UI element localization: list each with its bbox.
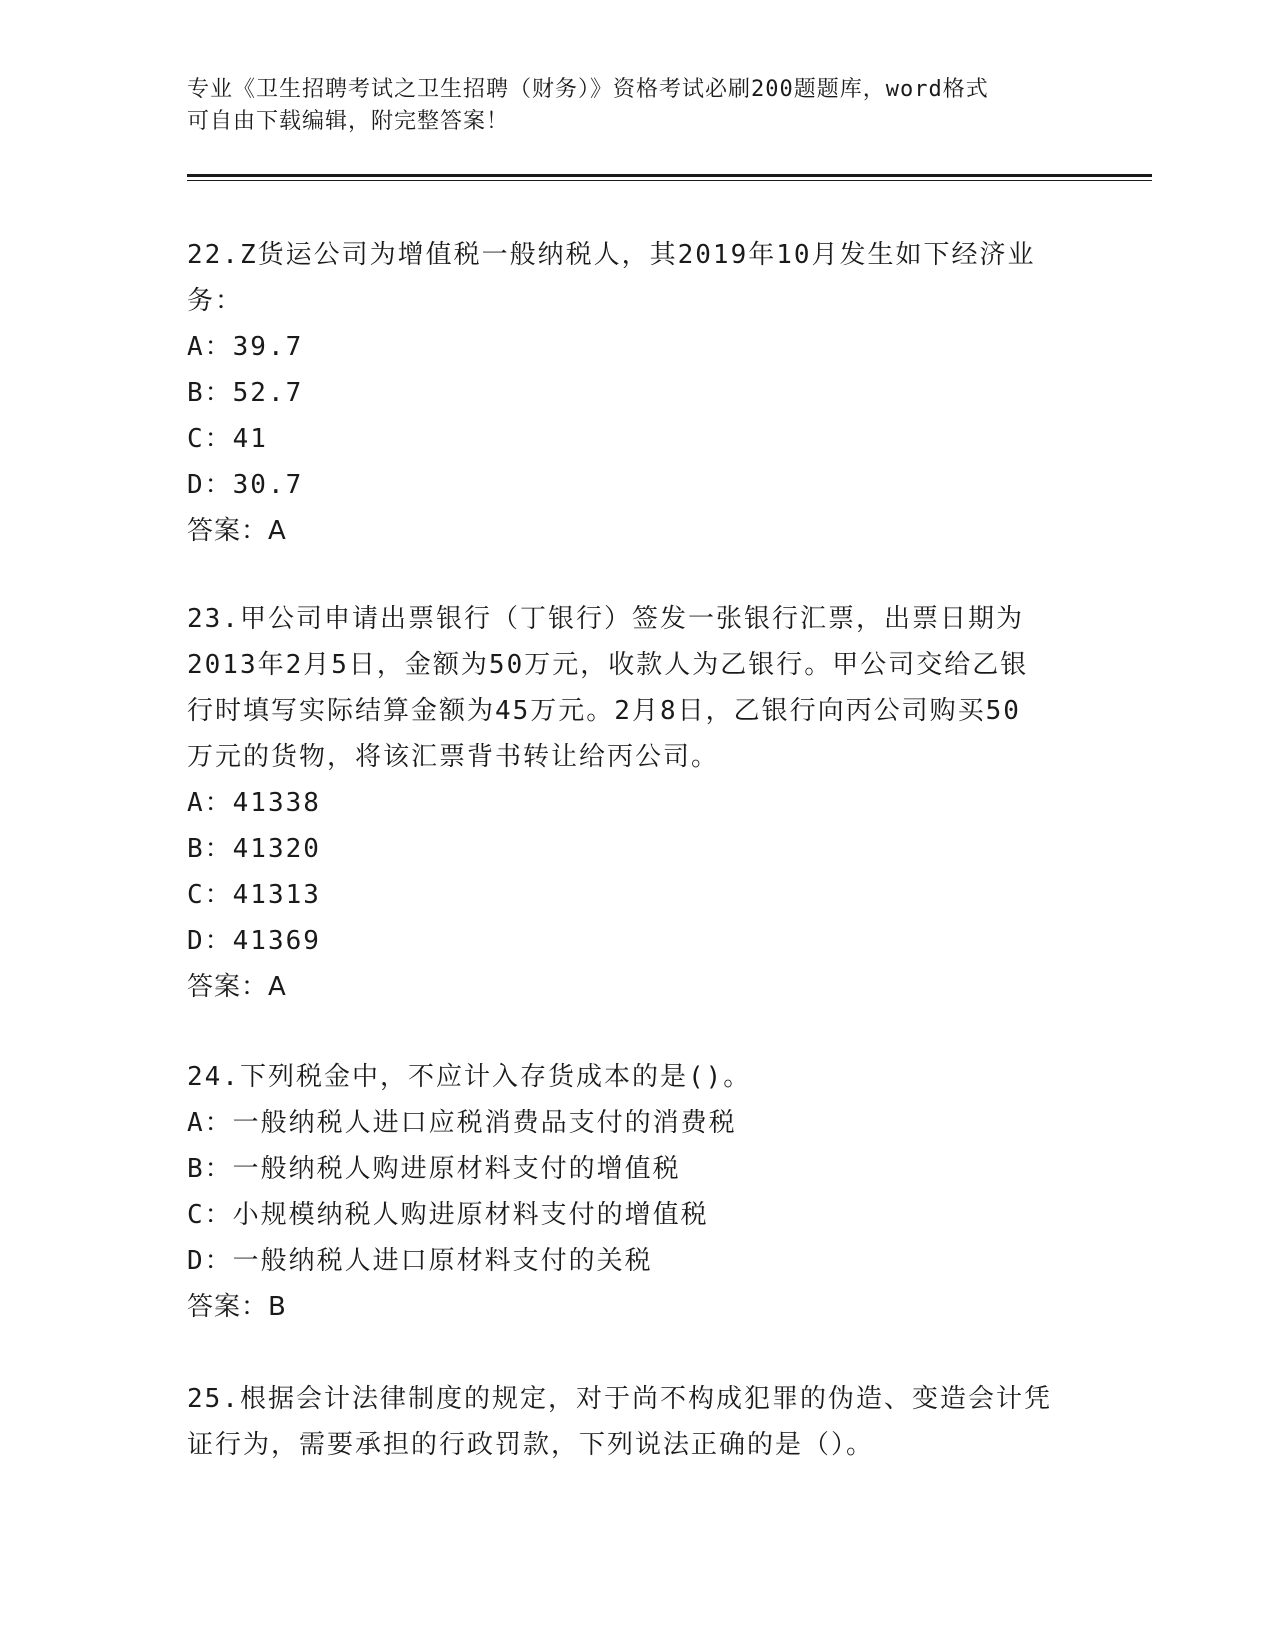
answer-line: 答案：B: [187, 1292, 287, 1322]
option-c: C：41313: [187, 880, 321, 910]
option-b: B：52.7: [187, 378, 304, 408]
header-divider-thin: [187, 180, 1152, 181]
option-c: C：小规模纳税人购进原材料支付的增值税: [187, 1200, 709, 1230]
question-stem-line: 证行为，需要承担的行政罚款，下列说法正确的是（）。: [187, 1430, 875, 1460]
header-line-2: 可自由下载编辑，附完整答案！: [187, 109, 510, 134]
option-a: A：一般纳税人进口应税消费品支付的消费税: [187, 1108, 737, 1138]
question-24: [187, 1054, 1087, 1330]
option-a: A：39.7: [187, 332, 304, 362]
question-stem-line: 23.甲公司申请出票银行（丁银行）签发一张银行汇票，出票日期为: [187, 604, 1024, 634]
question-stem-line: 24.下列税金中，不应计入存货成本的是()。: [187, 1062, 752, 1092]
option-d: D：30.7: [187, 470, 304, 500]
option-d: D：一般纳税人进口原材料支付的关税: [187, 1246, 653, 1276]
question-22: [187, 232, 1087, 554]
question-stem-line: 万元的货物，将该汇票背书转让给丙公司。: [187, 742, 720, 772]
header-line-1: 专业《卫生招聘考试之卫生招聘（财务）》资格考试必刷200题题库，word格式: [187, 77, 989, 102]
answer-line: 答案：A: [187, 972, 287, 1002]
document-header: [187, 74, 1067, 138]
answer-line: 答案：A: [187, 516, 287, 546]
option-a: A：41338: [187, 788, 321, 818]
question-25: [187, 1376, 1087, 1468]
option-d: D：41369: [187, 926, 321, 956]
question-stem-line: 行时填写实际结算金额为45万元。2月8日，乙银行向丙公司购买50: [187, 696, 1021, 726]
question-stem-line: 2013年2月5日，金额为50万元，收款人为乙银行。甲公司交给乙银: [187, 650, 1029, 680]
header-divider-thick: [187, 174, 1152, 177]
option-c: C：41: [187, 424, 268, 454]
question-stem-line: 22.Z货运公司为增值税一般纳税人，其2019年10月发生如下经济业: [187, 240, 1036, 270]
option-b: B：41320: [187, 834, 321, 864]
question-stem-line: 务：: [187, 286, 244, 316]
question-stem-line: 25.根据会计法律制度的规定，对于尚不构成犯罪的伪造、变造会计凭: [187, 1384, 1052, 1414]
question-23: [187, 596, 1087, 1010]
option-b: B：一般纳税人购进原材料支付的增值税: [187, 1154, 681, 1184]
